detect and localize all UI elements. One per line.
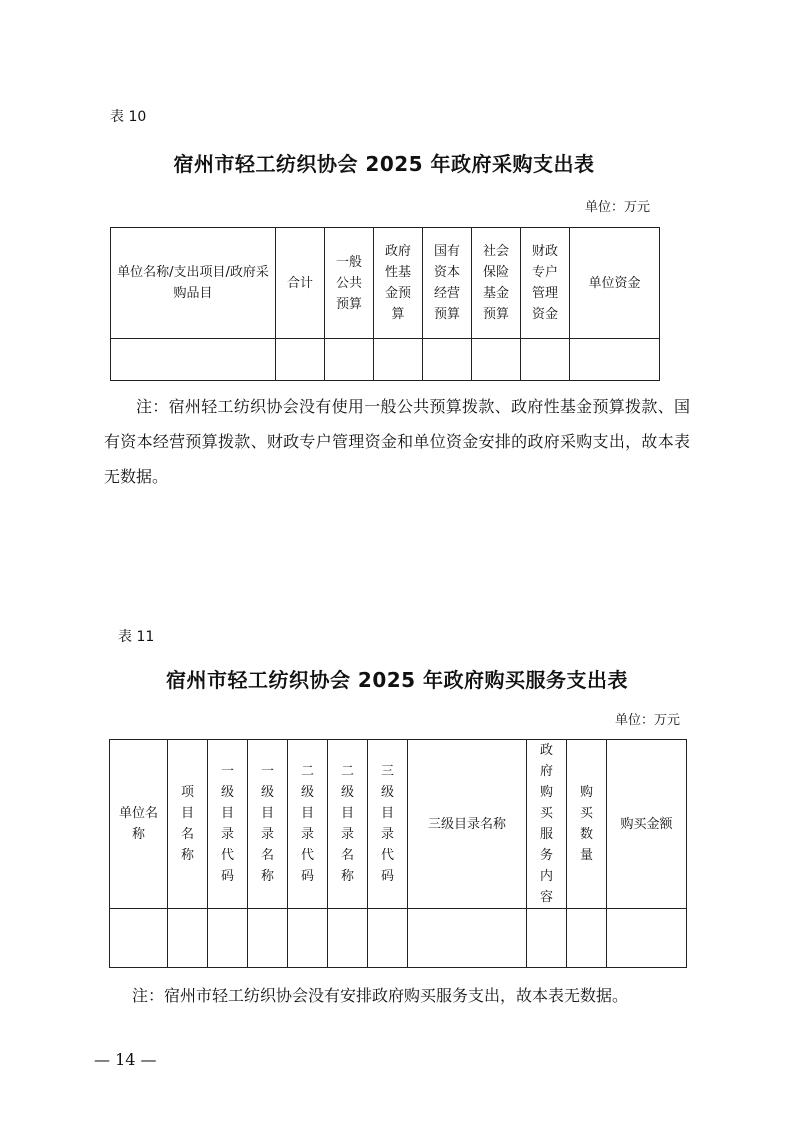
table11-header-cell: 政府购买服务内容: [527, 740, 567, 909]
table11-header-cell: 二级目录名称: [328, 740, 368, 909]
table10-note: 注：宿州轻工纺织协会没有使用一般公共预算拨款、政府性基金预算拨款、国有资本经营预算拨款、财政专户管理资金和单位资金安排的政府采购支出，故本表无数据。: [104, 397, 690, 486]
table11-header-row: [110, 740, 687, 909]
table10-empty-cell: [325, 339, 374, 381]
table11: [109, 739, 687, 968]
table10-empty-cell: [521, 339, 570, 381]
table10-header-row: [111, 228, 660, 339]
table10-empty-cell: [472, 339, 521, 381]
table10-header-cell: 财政专户管理资金: [521, 228, 570, 339]
table10-empty-cell: [276, 339, 325, 381]
table11-empty-row: [110, 909, 687, 968]
table11-header-cell: 购买金额: [607, 740, 687, 909]
table11-empty-cell: [328, 909, 368, 968]
table11-header-cell: 一级目录代码: [208, 740, 248, 909]
table11-empty-cell: [208, 909, 248, 968]
table10: [110, 227, 660, 381]
table11-header-cell: 项目名称: [168, 740, 208, 909]
table10-header-cell: 社会保险基金预算: [472, 228, 521, 339]
table11-header-cell: 单位名称: [110, 740, 168, 909]
table10-unit: 单位：万元: [584, 200, 650, 215]
table11-empty-cell: [168, 909, 208, 968]
table11-empty-cell: [288, 909, 328, 968]
table10-label: 表 10: [110, 109, 147, 125]
table11-empty-cell: [110, 909, 168, 968]
table11-header-cell: 三级目录代码: [368, 740, 408, 909]
table10-empty-cell: [374, 339, 423, 381]
table10-header-cell: 单位资金: [570, 228, 660, 339]
table11-note: 注：宿州市轻工纺织协会没有安排政府购买服务支出，故本表无数据。: [132, 986, 629, 1005]
table10-header-cell: 单位名称/支出项目/政府采购品目: [111, 228, 276, 339]
table10-header-cell: 一般公共预算: [325, 228, 374, 339]
table10-empty-row: [111, 339, 660, 381]
table11-title: 宿州市轻工纺织协会 2025 年政府购买服务支出表: [165, 668, 629, 692]
table11-empty-cell: [408, 909, 527, 968]
table11-header-cell: 二级目录代码: [288, 740, 328, 909]
table11-empty-cell: [607, 909, 687, 968]
table11-header-cell: 购买数量: [567, 740, 607, 909]
table11-empty-cell: [368, 909, 408, 968]
table10-header-cell: 合计: [276, 228, 325, 339]
table10-empty-cell: [423, 339, 472, 381]
table10-header-cell: 政府性基金预算: [374, 228, 423, 339]
table11-empty-cell: [527, 909, 567, 968]
table11-empty-cell: [248, 909, 288, 968]
table11-header-cell: 三级目录名称: [408, 740, 527, 909]
table11-unit: 单位：万元: [614, 713, 680, 728]
table10-empty-cell: [111, 339, 276, 381]
table11-label: 表 11: [118, 629, 155, 645]
table10-header-cell: 国有资本经营预算: [423, 228, 472, 339]
page-number: — 14 —: [94, 1050, 157, 1069]
table10-title: 宿州市轻工纺织协会 2025 年政府采购支出表: [173, 152, 595, 176]
table11-empty-cell: [567, 909, 607, 968]
table10-empty-cell: [570, 339, 660, 381]
table11-header-cell: 一级目录名称: [248, 740, 288, 909]
